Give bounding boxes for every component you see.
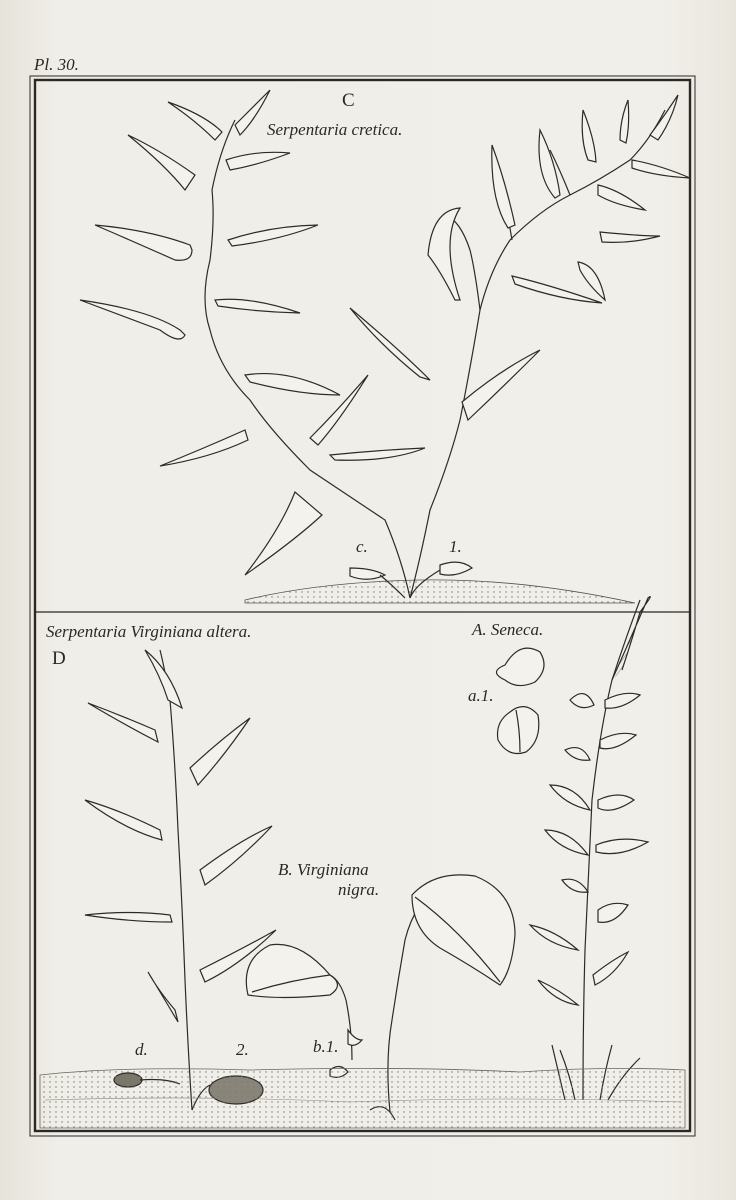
plant-seneca-icon <box>530 597 650 1100</box>
ground-strip <box>40 1068 685 1128</box>
section-d-letter: D <box>52 648 66 669</box>
label-b1: b.1. <box>313 1037 339 1056</box>
section-b-title-line2: nigra. <box>338 880 380 899</box>
section-c-title: Serpentaria cretica. <box>267 120 403 139</box>
section-d-title: Serpentaria Virginiana altera. <box>46 622 252 641</box>
label-d2: 2. <box>236 1040 249 1059</box>
section-c-letter: C <box>342 90 355 111</box>
label-a1: a.1. <box>468 686 494 705</box>
label-d: d. <box>135 1040 148 1059</box>
plate-number: Pl. 30. <box>34 55 79 74</box>
label-c1: 1. <box>449 537 462 556</box>
plant-serpentaria-cretica-icon <box>80 90 690 603</box>
section-a-title: A. Seneca. <box>472 620 544 639</box>
label-c: c. <box>356 537 368 556</box>
flower-detail-icon <box>497 648 545 753</box>
section-b-title-line1: B. Virginiana <box>278 860 369 879</box>
